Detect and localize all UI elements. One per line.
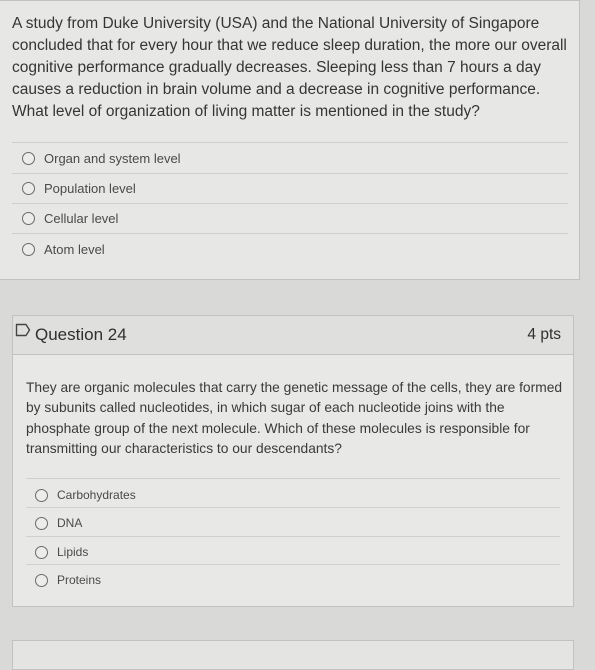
next-question-card <box>12 640 574 670</box>
answer-option[interactable] <box>35 488 136 502</box>
answer-label: Proteins <box>57 573 102 587</box>
answer-option[interactable] <box>22 242 105 257</box>
answer-label: Lipids <box>57 545 89 559</box>
divider <box>26 478 560 479</box>
divider <box>12 203 568 204</box>
answer-option[interactable] <box>22 211 118 226</box>
answer-label: Cellular level <box>44 211 119 226</box>
answer-label: Atom level <box>44 242 105 257</box>
radio-button[interactable] <box>22 152 35 165</box>
divider <box>12 173 568 174</box>
divider <box>26 564 560 565</box>
answer-label: DNA <box>57 516 83 530</box>
answer-option[interactable] <box>35 516 82 530</box>
answer-option[interactable] <box>35 545 88 559</box>
answer-option[interactable] <box>22 151 181 166</box>
question-points: 4 pts <box>527 326 561 343</box>
divider <box>26 536 560 537</box>
radio-button[interactable] <box>22 243 35 256</box>
flag-icon[interactable] <box>15 322 31 343</box>
radio-button[interactable] <box>35 546 48 559</box>
question-text: They are organic molecules that carry the genetic message of the cells, they are formed by subunits called nucleotides, in which sugar of each nucleotide joins with the phosphate group of the next molecule. Which of these molecules is responsible for transmitting our characteristics to our descendants? <box>26 380 563 457</box>
radio-button[interactable] <box>35 574 48 587</box>
radio-button[interactable] <box>22 212 35 225</box>
radio-button[interactable] <box>35 489 48 502</box>
divider <box>12 233 568 234</box>
answer-option[interactable] <box>35 573 101 587</box>
question-card <box>0 0 580 280</box>
answer-label: Organ and system level <box>44 151 181 166</box>
question-title: Question 24 <box>35 325 127 344</box>
question-header <box>13 316 573 355</box>
answer-label: Carbohydrates <box>57 488 136 502</box>
question-card <box>12 315 574 607</box>
radio-button[interactable] <box>35 517 48 530</box>
divider <box>12 142 568 143</box>
answer-option[interactable] <box>22 181 136 196</box>
question-text: A study from Duke University (USA) and the National University of Singapore concluded that for every hour that we reduce sleep duration, the more our overall cognitive performance gradually decreases. Sleeping less than 7 hours a day causes a reduction in brain volume and a decrease in cognitive performance. What level of organization of living matter is mentioned in the study? <box>12 15 567 120</box>
divider <box>26 507 560 508</box>
answer-label: Population level <box>44 181 136 196</box>
radio-button[interactable] <box>22 182 35 195</box>
